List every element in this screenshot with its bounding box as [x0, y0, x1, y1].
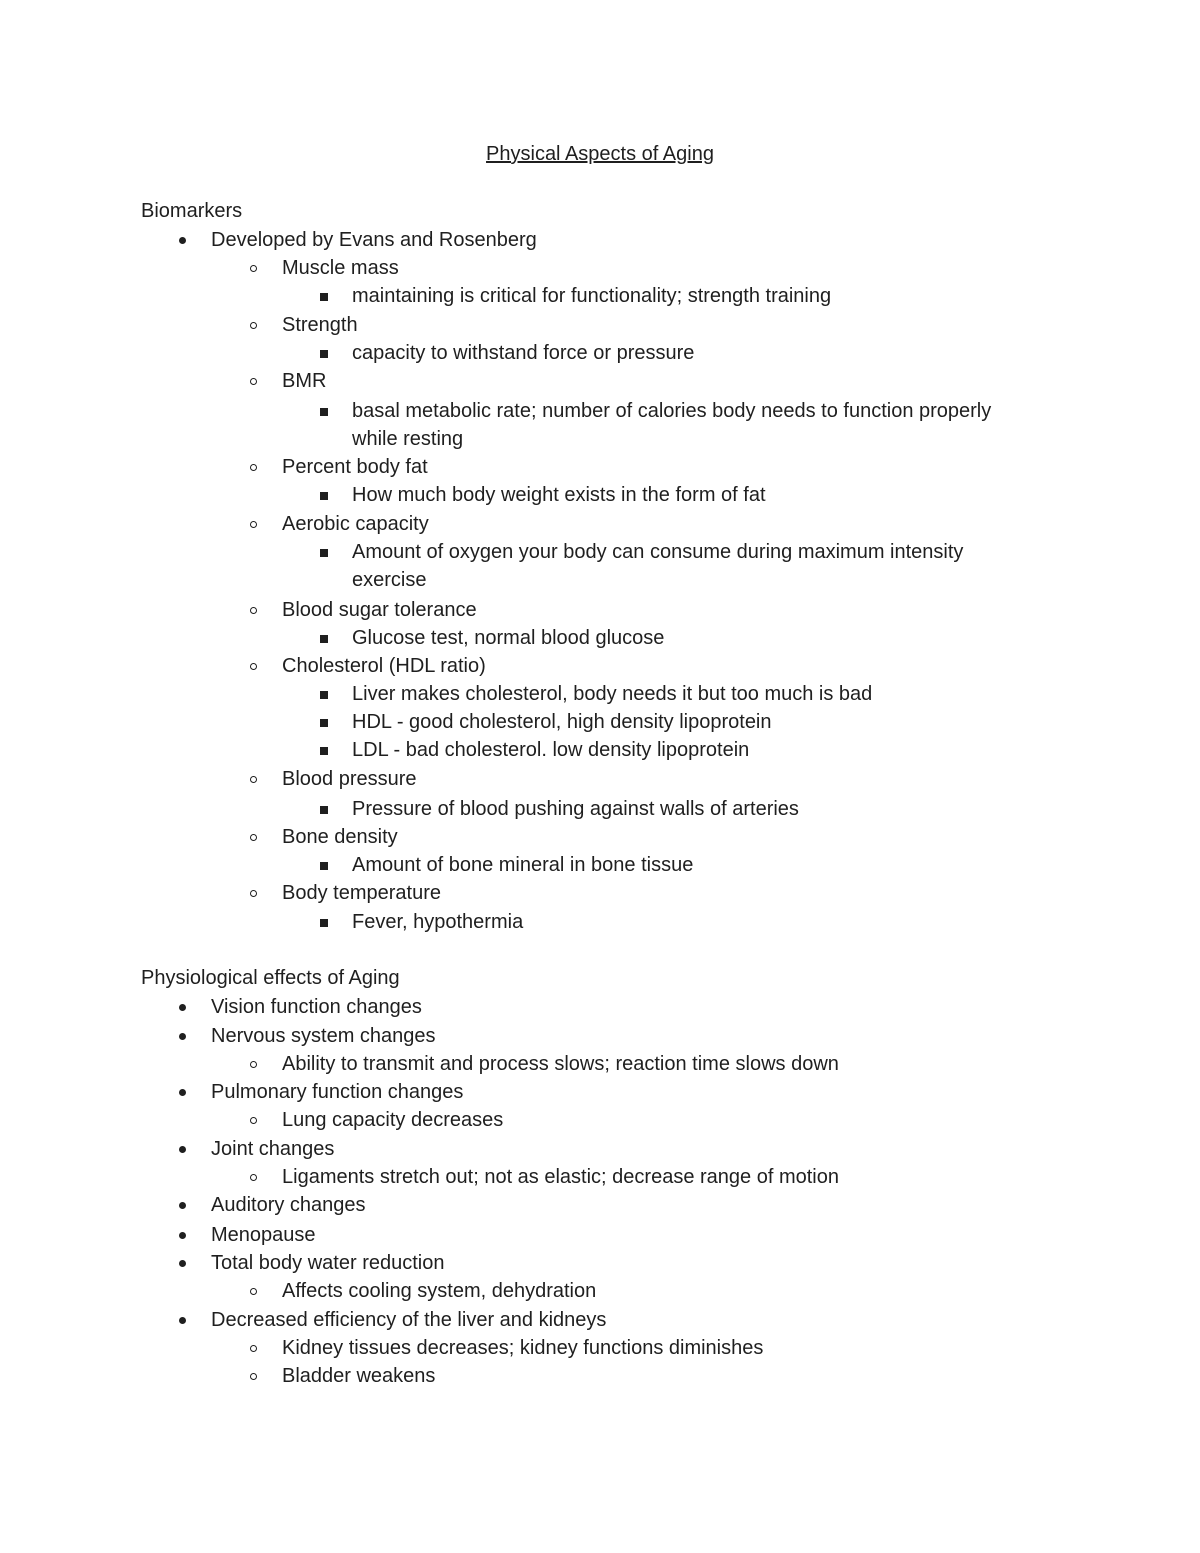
- square-bullet-icon: [320, 492, 328, 500]
- circle-bullet-icon: [250, 1345, 257, 1352]
- square-bullet-icon: [320, 806, 328, 814]
- circle-bullet-icon: [250, 834, 257, 841]
- square-bullet-icon: [320, 293, 328, 301]
- disc-bullet-icon: [179, 1260, 186, 1267]
- circle-bullet-icon: [250, 890, 257, 897]
- circle-bullet-icon: [250, 1061, 257, 1068]
- disc-bullet-icon: [179, 1146, 186, 1153]
- circle-bullet-icon: [250, 378, 257, 385]
- square-bullet-icon: [320, 408, 328, 416]
- section-heading-biomarkers: Biomarkers: [141, 200, 243, 222]
- disc-bullet-icon: [179, 1232, 186, 1239]
- square-bullet-icon: [320, 747, 328, 755]
- square-bullet-icon: [320, 862, 328, 870]
- disc-bullet-icon: [179, 1033, 186, 1040]
- disc-bullet-icon: [179, 237, 186, 244]
- circle-bullet-icon: [250, 265, 257, 272]
- square-bullet-icon: [320, 919, 328, 927]
- circle-bullet-icon: [250, 607, 257, 614]
- disc-bullet-icon: [179, 1004, 186, 1011]
- circle-bullet-icon: [250, 322, 257, 329]
- square-bullet-icon: [320, 549, 328, 557]
- section-heading-physiological-effects: Physiological effects of Aging: [141, 967, 400, 989]
- circle-bullet-icon: [250, 663, 257, 670]
- circle-bullet-icon: [250, 1373, 257, 1380]
- circle-bullet-icon: [250, 1174, 257, 1181]
- square-bullet-icon: [320, 691, 328, 699]
- circle-bullet-icon: [250, 1117, 257, 1124]
- square-bullet-icon: [320, 350, 328, 358]
- disc-bullet-icon: [179, 1089, 186, 1096]
- circle-bullet-icon: [250, 1288, 257, 1295]
- square-bullet-icon: [320, 635, 328, 643]
- page-title: Physical Aspects of Aging: [486, 143, 714, 165]
- circle-bullet-icon: [250, 464, 257, 471]
- square-bullet-icon: [320, 719, 328, 727]
- disc-bullet-icon: [179, 1317, 186, 1324]
- disc-bullet-icon: [179, 1202, 186, 1209]
- circle-bullet-icon: [250, 521, 257, 528]
- document-page: Physical Aspects of Aging Biomarkers Developed by Evans and Rosenberg Muscle mass maintaining is critical for functionality; strength training Strength capacity to withstand force or pressure BMR basal metabolic rate; number of calories body needs to function properly while resting Percent body fat How much body weight exists in the form of fat Aerobic capacity Amount of oxygen your body can consume during maximum intensity exercise Blood sugar tolerance Glucose test, normal blood glucose Cholesterol (HDL ratio) Liver makes cholesterol, body needs it but too much is bad HDL - good cholesterol, high density lipoprotein LDL - bad cholesterol. low density lipoprotein Blood pressure Pressure of blood pushing against walls of arteries Bone density Amount of bone mineral in bone tissue Body temperature Fever, hypothermia Physiological effects of Aging Vision function changes Nervous system changes Ability to transmit and process slows; reaction time slows down Pulmonary function changes Lung capacity decreases Joint changes Ligaments stretch out; not as elastic; decrease range of motion Auditory changes Menopause Total body water reduction Affects cooling system, dehydration Decreased efficiency of the liver and kidneys Kidney tissues decreases; kidney functions diminishes Bladder weakens: [0, 0, 1200, 1553]
- circle-bullet-icon: [250, 776, 257, 783]
